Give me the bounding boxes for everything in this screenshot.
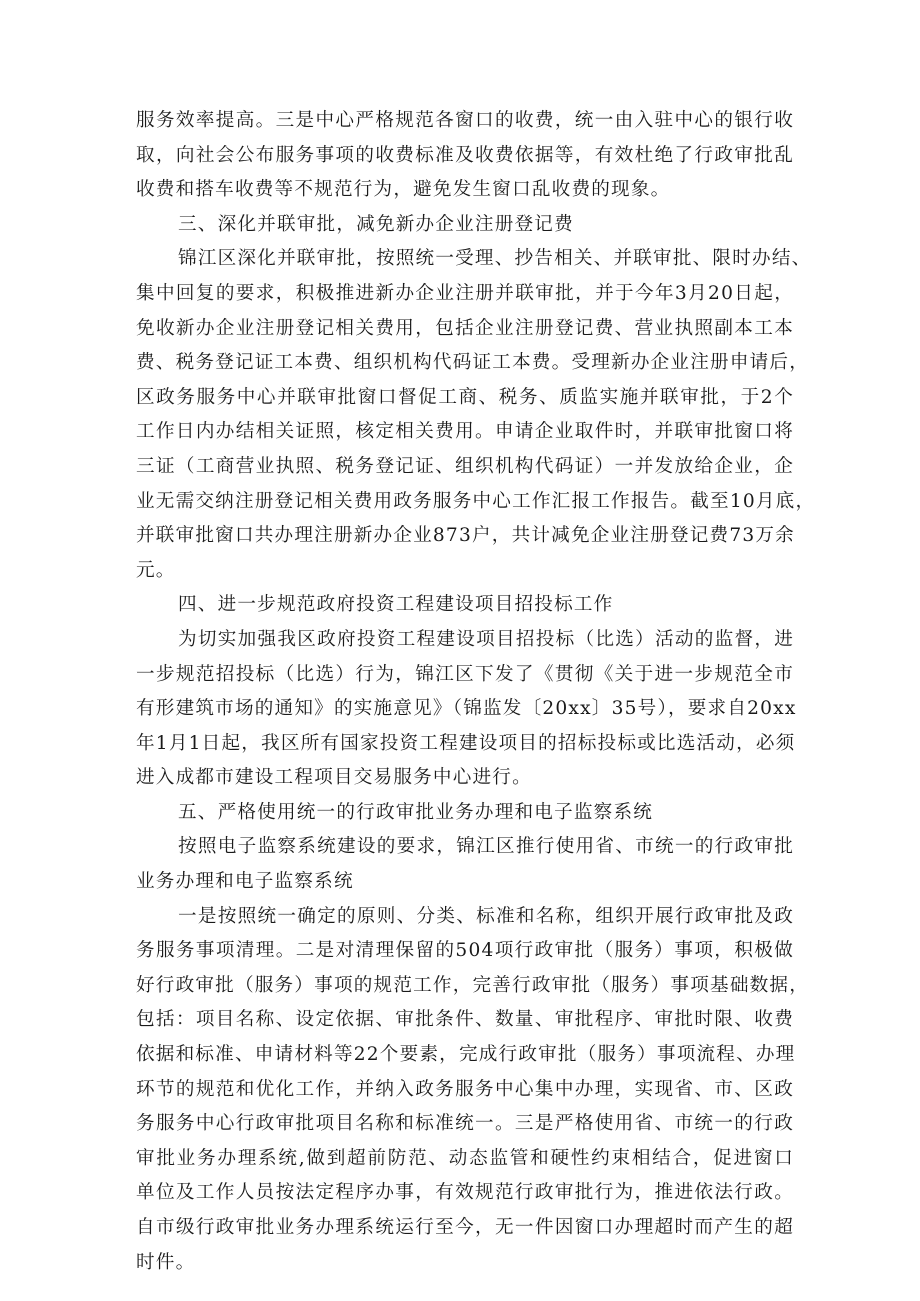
text-line: 服务效率提高。三是中心严格规范各窗口的收费，统一由入驻中心的银行收 — [136, 110, 794, 131]
text-line: 单位及工作人员按法定程序办事，有效规范行政审批行为，推进依法行政。 — [136, 1182, 794, 1204]
text-line: 自市级行政审批业务办理系统运行至今，无一件因窗口办理超时而产生的超 — [136, 1217, 794, 1238]
text-line: 务服务事项清理。二是对清理保留的504项行政审批（服务）事项，积极做 — [136, 940, 794, 962]
text-line: 业务办理和电子监察系统 — [136, 871, 354, 893]
text-line: 业无需交纳注册登记相关费用政务服务中心工作汇报工作报告。截至10月底， — [136, 490, 816, 512]
text-line: 收费和搭车收费等不规范行为，避免发生窗口乱收费的现象。 — [136, 179, 671, 201]
section-heading: 三、深化并联审批，减免新办企业注册登记费 — [178, 213, 574, 235]
paragraph-first-line: 锦江区深化并联审批，按照统一受理、抄告相关、并联审批、限时办结、 — [178, 248, 812, 270]
text-line: 一步规范招投标（比选）行为，锦江区下发了《贯彻《关于进一步规范全市 — [136, 663, 794, 685]
text-line: 区政务服务中心并联审批窗口督促工商、税务、质监实施并联审批，于2个 — [136, 386, 794, 408]
text-line: 年1月1日起，我区所有国家投资工程建设项目的招标投标或比选活动，必须 — [136, 732, 796, 754]
text-line: 务服务中心行政审批项目名称和标准统一。三是严格使用省、市统一的行政 — [136, 1113, 794, 1135]
text-line: 集中回复的要求，积极推进新办企业注册并联审批，并于今年3月20日起， — [136, 282, 794, 304]
document-body — [136, 104, 816, 1280]
paragraph-first-line: 按照电子监察系统建设的要求，锦江区推行使用省、市统一的行政审批 — [178, 836, 794, 858]
text-line: 取，向社会公布服务事项的收费标准及收费依据等，有效杜绝了行政审批乱 — [136, 144, 794, 166]
text-line: 免收新办企业注册登记相关费用，包括企业注册登记费、营业执照副本工本 — [136, 317, 794, 339]
paragraph-first-line: 一是按照统一确定的原则、分类、标准和名称，组织开展行政审批及政 — [178, 905, 794, 927]
section-heading: 五、严格使用统一的行政审批业务办理和电子监察系统 — [178, 801, 654, 823]
text-line: 时件。 — [136, 1251, 196, 1273]
text-line: 并联审批窗口共办理注册新办企业873户，共计减免企业注册登记费73万余 — [136, 525, 795, 547]
text-line: 三证（工商营业执照、税务登记证、组织机构代码证）一并发放给企业，企 — [136, 455, 794, 477]
text-line: 元。 — [136, 559, 176, 581]
text-line: 有形建筑市场的通知》的实施意见》（锦监发〔20xx〕35号），要求自20xx — [136, 698, 797, 720]
text-line: 环节的规范和优化工作，并纳入政务服务中心集中办理，实现省、市、区政 — [136, 1078, 794, 1100]
paragraph-first-line: 为切实加强我区政府投资工程建设项目招投标（比选）活动的监督，进 — [178, 628, 794, 650]
text-line: 依据和标准、申请材料等22个要素，完成行政审批（服务）事项流程、办理 — [136, 1044, 796, 1066]
text-line: 费、税务登记证工本费、组织机构代码证工本费。受理新办企业注册申请后， — [136, 352, 809, 374]
section-heading: 四、进一步规范政府投资工程建设项目招投标工作 — [178, 594, 614, 616]
text-line: 包括：项目名称、设定依据、审批条件、数量、审批程序、审批时限、收费 — [136, 1009, 794, 1031]
text-line: 进入成都市建设工程项目交易服务中心进行。 — [136, 767, 532, 789]
text-line: 工作日内办结相关证照，核定相关费用。申请企业取件时，并联审批窗口将 — [136, 421, 794, 443]
text-line: 好行政审批（服务）事项的规范工作，完善行政审批（服务）事项基础数据， — [136, 974, 809, 996]
text-line: 审批业务办理系统,做到超前防范、动态监管和硬性约束相结合，促进窗口 — [136, 1147, 794, 1169]
